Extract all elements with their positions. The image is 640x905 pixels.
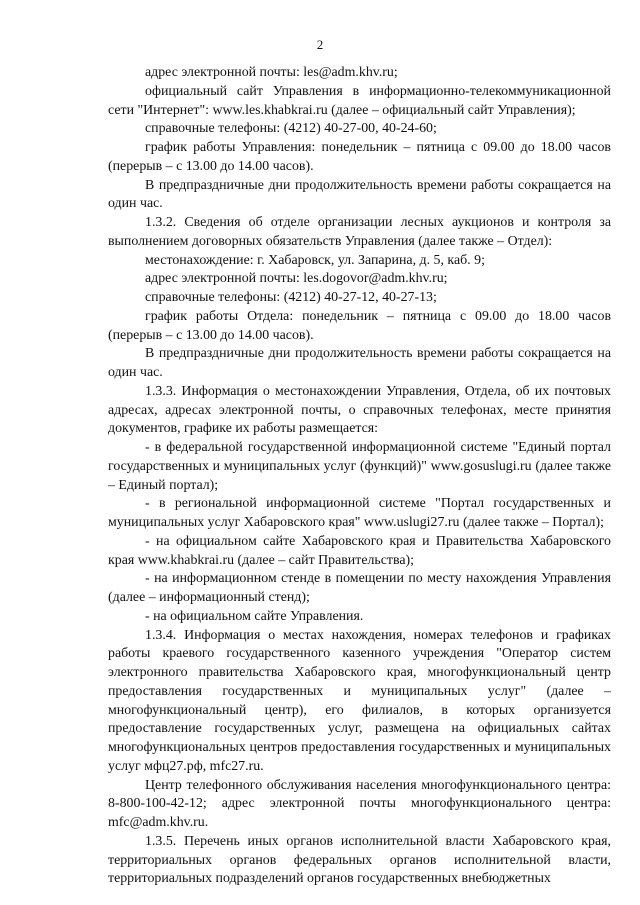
paragraph-1-3-2: 1.3.2. Сведения об отделе организации лесных аукционов и контроля за выполнением договорных обязательств Управления (далее также – Отдел): xyxy=(108,215,611,249)
list-item-uslugi27: - в региональной информационной системе "Портал государственных и муниципальных услуг Хабаровского края" www.uslugi27.ru (далее также – Портал); xyxy=(108,496,611,530)
list-item-gosuslugi: - в федеральной государственной информационной системе "Единый портал государственных и муниципальных услуг (функций)" www.gosuslugi.ru (далее также – Единый портал); xyxy=(108,440,611,493)
list-item-official-site: - на официальном сайте Управления. xyxy=(145,608,364,624)
paragraph-department-phones: справочные телефоны: (4212) 40-27-12, 40-27-13; xyxy=(145,290,437,305)
paragraph-call-center: Центр телефонного обслуживания населения многофункционального центра: 8-800-100-42-12; адрес электронной почты многофункционального центра: mfc@adm.khv.ru. xyxy=(108,777,611,830)
paragraph-department-email: адрес электронной почты: les.dogovor@adm.khv.ru; xyxy=(145,271,448,287)
paragraph-1-3-4: 1.3.4. Информация о местах нахождения, номерах телефонов и графиках работы краевого государственного казенного учреждения "Оператор систем электронного правительства Хабаровского края, многофункциональный центр предоставления государственных и муниципальных услуг" (далее – многофункциональный центр), его филиалов, в которых организуется предоставление государственных услуг, размещена на официальных сайтах многофункциональных центров предоставления государственных и муниципальных услуг мфц27.рф, mfc27.ru. xyxy=(108,627,611,774)
paragraph-department-holiday-note: В предпраздничные дни продолжительность времени работы сокращается на один час. xyxy=(108,346,611,380)
paragraph-department-schedule: график работы Отдела: понедельник – пятница с 09.00 до 18.00 часов (перерыв – с 13.00 до 14.00 часов). xyxy=(108,308,611,343)
paragraph-phones: справочные телефоны: (4212) 40-27-00, 40-24-60; xyxy=(145,121,437,137)
paragraph-website: официальный сайт Управления в информационно-телекоммуникационной сети "Интернет": www.les.khabkrai.ru (далее – официальный сайт Управления); xyxy=(108,83,611,118)
paragraph-holiday-note: В предпраздничные дни продолжительность времени работы сокращается на один час. xyxy=(108,177,611,212)
paragraph-1-3-5: 1.3.5. Перечень иных органов исполнительной власти Хабаровского края, территориальных органов федеральных органов исполнительной власти, территориальных подразделений органов государственных внебюджетных xyxy=(108,833,611,887)
paragraph-email: адрес электронной почты: les@adm.khv.ru; xyxy=(145,65,398,80)
paragraph-department-location: местонахождение: г. Хабаровск, ул. Запарина, д. 5, каб. 9; xyxy=(145,252,485,268)
document-body xyxy=(108,64,611,889)
list-item-info-stand: - на информационном стенде в помещении по месту нахождения Управления (далее – информационный стенд); xyxy=(108,571,611,605)
list-item-khabkrai: - на официальном сайте Хабаровского края и Правительства Хабаровского края www.khabkrai.ru (далее – сайт Правительства); xyxy=(108,533,611,568)
page-number: 2 xyxy=(316,37,324,52)
paragraph-schedule: график работы Управления: понедельник – пятница с 09.00 до 18.00 часов (перерыв – с 13.00 до 14.00 часов). xyxy=(108,140,611,174)
paragraph-1-3-3: 1.3.3. Информация о местонахождении Управления, Отдела, об их почтовых адресах, адресах электронной почты, о справочных телефонах, месте принятия документов, графике их работы размещается: xyxy=(108,383,611,437)
